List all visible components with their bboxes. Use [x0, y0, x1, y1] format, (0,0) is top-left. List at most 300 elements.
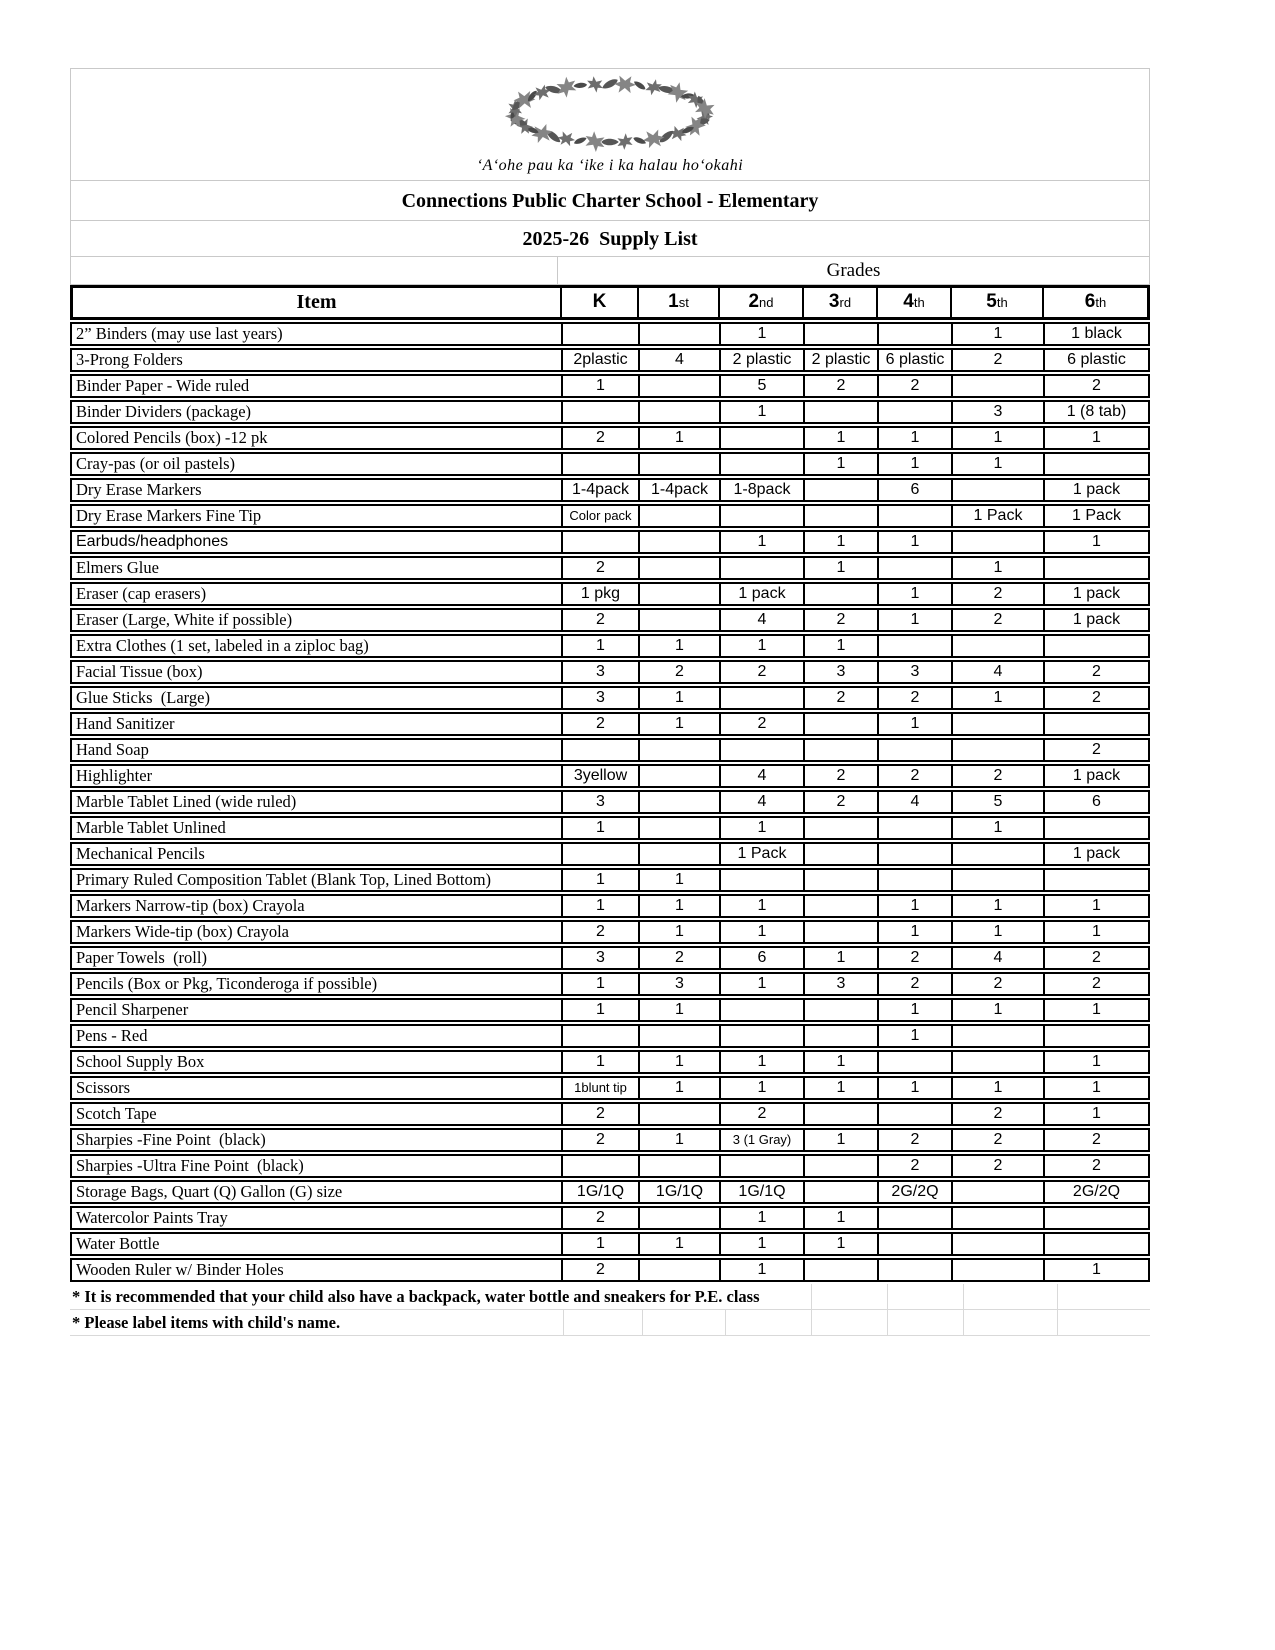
grade-value-4th	[879, 1208, 953, 1228]
grade-value-k: 1	[563, 896, 640, 916]
grade-value-4th	[879, 1234, 953, 1254]
grade-value-6th: 1	[1092, 1079, 1101, 1096]
grade-value-k: 2	[563, 558, 640, 578]
table-row	[70, 1102, 1150, 1126]
grade-value-4th: 6	[879, 480, 953, 500]
grade-value-3rd: 1	[805, 636, 879, 656]
grade-column-header-3rd: 3rd	[804, 288, 878, 317]
grade-value-k: 2plastic	[563, 350, 640, 370]
table-row	[70, 712, 1150, 736]
item-name: Binder Paper - Wide ruled	[72, 376, 563, 396]
item-name: Wooden Ruler w/ Binder Holes	[72, 1260, 563, 1280]
grade-value-k: 3	[563, 662, 640, 682]
grade-value-6th	[1045, 1234, 1148, 1254]
item-name: Markers Narrow-tip (box) Crayola	[72, 896, 563, 916]
grade-value-1st	[640, 506, 721, 526]
grade-value-2nd: 1	[721, 896, 805, 916]
grade-value-2nd	[721, 454, 805, 474]
table-row	[70, 1206, 1150, 1230]
grade-value-6th: 1	[1092, 1053, 1101, 1070]
item-name: Cray-pas (or oil pastels)	[72, 454, 563, 474]
grade-value-k: 1 pkg	[563, 584, 640, 604]
grade-value-k: Color pack	[563, 506, 640, 526]
grade-value-k	[563, 402, 640, 422]
grade-column-header-k: K	[562, 288, 639, 317]
grade-value-4th: 1	[879, 896, 953, 916]
grade-value-1st: 1	[640, 896, 721, 916]
grade-value-6th	[1045, 454, 1148, 474]
grade-value-6th: 6 plastic	[1067, 351, 1126, 368]
grade-value-1st	[640, 792, 721, 812]
grade-value-6th: 1	[1092, 429, 1101, 446]
table-row	[70, 1076, 1150, 1100]
grade-value-2nd: 1	[721, 922, 805, 942]
item-name: Binder Dividers (package)	[72, 402, 563, 422]
table-row	[70, 920, 1150, 944]
grade-value-5th: 1 Pack	[953, 506, 1045, 526]
grade-value-2nd: 4	[721, 792, 805, 812]
grade-value-2nd: 5	[721, 376, 805, 396]
grade-value-6th: 6	[1092, 793, 1101, 810]
item-name: Sharpies -Ultra Fine Point (black)	[72, 1156, 563, 1176]
item-name: Paper Towels (roll)	[72, 948, 563, 968]
grade-value-3rd: 2	[805, 376, 879, 396]
grade-value-3rd	[805, 1156, 879, 1176]
grade-value-5th	[953, 636, 1045, 656]
grade-value-4th	[879, 844, 953, 864]
grade-value-3rd	[805, 1026, 879, 1046]
footer-note-row	[70, 1310, 1150, 1336]
table-row	[70, 608, 1150, 632]
grade-value-6th: 2	[1092, 949, 1101, 966]
grade-value-1st: 1	[640, 1078, 721, 1098]
grade-value-2nd: 4	[721, 610, 805, 630]
grade-value-4th: 1	[879, 610, 953, 630]
item-name: Highlighter	[72, 766, 563, 786]
grade-value-4th: 2	[879, 1156, 953, 1176]
grade-value-1st	[640, 1260, 721, 1280]
grade-value-3rd: 2	[805, 688, 879, 708]
grade-value-2nd: 1	[721, 818, 805, 838]
item-name: Hand Soap	[72, 740, 563, 760]
grade-value-4th	[879, 402, 953, 422]
table-row	[70, 972, 1150, 996]
grade-column-header-6th: 6th	[1084, 291, 1107, 312]
grade-value-1st: 1	[640, 636, 721, 656]
grade-value-2nd: 3 (1 Gray)	[721, 1130, 805, 1150]
grade-value-2nd: 1	[721, 1208, 805, 1228]
grade-value-6th: 1	[1092, 897, 1101, 914]
grade-value-1st	[640, 1156, 721, 1176]
grade-value-4th	[879, 818, 953, 838]
grade-value-2nd	[721, 1156, 805, 1176]
grade-value-6th: 1 pack	[1072, 845, 1121, 862]
grade-value-5th: 1	[953, 1078, 1045, 1098]
grade-value-3rd	[805, 324, 879, 344]
grades-band-spacer	[71, 257, 557, 284]
grade-value-3rd: 1	[805, 428, 879, 448]
grade-value-2nd: 1	[721, 1234, 805, 1254]
grade-value-1st	[640, 376, 721, 396]
item-name: Facial Tissue (box)	[72, 662, 563, 682]
grade-value-1st	[640, 740, 721, 760]
grade-value-1st: 1	[640, 1052, 721, 1072]
grade-value-3rd: 1	[805, 948, 879, 968]
grade-value-1st: 1	[640, 922, 721, 942]
grade-value-3rd	[805, 896, 879, 916]
grade-value-1st: 4	[640, 350, 721, 370]
grade-value-k: 1blunt tip	[563, 1078, 640, 1098]
grade-value-5th: 4	[953, 948, 1045, 968]
grade-value-k: 2	[563, 1104, 640, 1124]
grade-value-6th: 1	[1092, 1001, 1101, 1018]
grade-value-6th: 1	[1092, 533, 1101, 550]
grade-value-1st	[640, 584, 721, 604]
grade-value-2nd: 4	[721, 766, 805, 786]
grade-value-3rd	[805, 480, 879, 500]
table-row	[70, 556, 1150, 580]
grade-value-1st: 1	[640, 428, 721, 448]
grade-value-2nd: 1	[721, 1052, 805, 1072]
table-row	[70, 426, 1150, 450]
grade-value-3rd: 1	[805, 558, 879, 578]
logo-motto: ʻAʻohe pau ka ʻike i ka halau hoʻokahi	[476, 157, 744, 174]
grade-value-1st	[640, 402, 721, 422]
grade-value-2nd: 1	[721, 324, 805, 344]
grade-value-k: 1	[563, 1000, 640, 1020]
grade-value-6th: 2	[1092, 975, 1101, 992]
table-row	[70, 634, 1150, 658]
item-name: Earbuds/headphones	[72, 532, 563, 552]
grade-value-6th	[1045, 558, 1148, 578]
grade-value-3rd	[805, 818, 879, 838]
supply-list-title: 2025-26 Supply List	[70, 220, 1150, 257]
table-row	[70, 1180, 1150, 1204]
item-name: Marble Tablet Lined (wide ruled)	[72, 792, 563, 812]
grade-value-6th: 2	[1092, 377, 1101, 394]
grade-value-2nd: 2	[721, 714, 805, 734]
grade-value-k: 2	[563, 714, 640, 734]
grade-value-k: 1	[563, 870, 640, 890]
grade-value-2nd: 1	[721, 636, 805, 656]
grade-value-5th: 1	[953, 688, 1045, 708]
grade-value-5th: 1	[953, 454, 1045, 474]
grade-value-k: 3yellow	[563, 766, 640, 786]
grade-value-4th	[879, 1104, 953, 1124]
grade-value-k: 2	[563, 1208, 640, 1228]
grade-value-5th: 2	[953, 1156, 1045, 1176]
table-row	[70, 816, 1150, 840]
grade-value-5th	[953, 1182, 1045, 1202]
grade-value-2nd	[721, 1026, 805, 1046]
grade-value-k: 1G/1Q	[563, 1182, 640, 1202]
table-row	[70, 1128, 1150, 1152]
grade-value-k: 1	[563, 1052, 640, 1072]
grade-value-3rd: 2 plastic	[805, 350, 879, 370]
grade-value-4th: 2	[879, 766, 953, 786]
grade-value-2nd: 1	[721, 532, 805, 552]
grade-column-header-2nd: 2nd	[720, 288, 804, 317]
item-name: Dry Erase Markers Fine Tip	[72, 506, 563, 526]
grade-value-2nd: 2 plastic	[721, 350, 805, 370]
grade-value-5th	[953, 740, 1045, 760]
grade-value-3rd	[805, 1260, 879, 1280]
footer-note: * It is recommended that your child also have a backpack, water bottle and sneakers for P.E. class	[72, 1284, 770, 1309]
item-name: School Supply Box	[72, 1052, 563, 1072]
grade-column-header-1st: 1st	[639, 288, 720, 317]
grade-value-3rd	[805, 1000, 879, 1020]
grade-value-4th: 2	[879, 948, 953, 968]
grade-value-6th	[1045, 714, 1148, 734]
grade-value-1st	[640, 818, 721, 838]
grade-value-2nd	[721, 506, 805, 526]
item-name: Watercolor Paints Tray	[72, 1208, 563, 1228]
grade-value-4th	[879, 1260, 953, 1280]
grade-value-5th	[953, 376, 1045, 396]
grade-value-1st	[640, 532, 721, 552]
grade-value-1st: 2	[640, 662, 721, 682]
grade-value-6th: 2	[1092, 1157, 1101, 1174]
grade-value-5th	[953, 1208, 1045, 1228]
grade-value-1st	[640, 324, 721, 344]
grade-value-5th: 1	[953, 1000, 1045, 1020]
grade-value-2nd: 1 Pack	[721, 844, 805, 864]
grade-value-2nd: 1	[721, 402, 805, 422]
grade-value-1st: 2	[640, 948, 721, 968]
grade-value-6th: 1 pack	[1072, 585, 1121, 602]
grade-value-k: 1-4pack	[563, 480, 640, 500]
grade-value-6th: 1 (8 tab)	[1066, 403, 1127, 420]
grade-value-4th	[879, 740, 953, 760]
table-row	[70, 582, 1150, 606]
grade-value-3rd	[805, 1104, 879, 1124]
table-row	[70, 1154, 1150, 1178]
grade-value-4th: 2	[879, 974, 953, 994]
grade-value-4th	[879, 506, 953, 526]
table-row	[70, 868, 1150, 892]
grade-value-3rd: 1	[805, 1208, 879, 1228]
grade-value-k	[563, 324, 640, 344]
grade-column-header-5th: 5th	[952, 288, 1044, 317]
grade-value-5th: 2	[953, 766, 1045, 786]
grade-value-5th	[953, 480, 1045, 500]
grade-value-1st: 1	[640, 688, 721, 708]
grade-value-3rd: 3	[805, 974, 879, 994]
table-row	[70, 660, 1150, 684]
item-name: Pens - Red	[72, 1026, 563, 1046]
grade-value-5th: 1	[953, 896, 1045, 916]
grade-value-1st: 1	[640, 1000, 721, 1020]
grade-value-4th	[879, 870, 953, 890]
grade-value-5th	[953, 532, 1045, 552]
supply-table-body	[70, 322, 1150, 1282]
table-row	[70, 1232, 1150, 1256]
grade-value-1st	[640, 766, 721, 786]
grade-value-4th: 6 plastic	[879, 350, 953, 370]
grade-value-6th: 2	[1092, 663, 1101, 680]
item-name: Eraser (cap erasers)	[72, 584, 563, 604]
grade-value-1st	[640, 610, 721, 630]
table-row	[70, 530, 1150, 554]
grade-value-3rd: 1	[805, 1130, 879, 1150]
grade-value-5th: 2	[953, 584, 1045, 604]
grade-value-2nd: 1 pack	[721, 584, 805, 604]
item-name: Pencil Sharpener	[72, 1000, 563, 1020]
item-name: Markers Wide-tip (box) Crayola	[72, 922, 563, 942]
footer-note-row	[70, 1284, 1150, 1310]
table-row	[70, 686, 1150, 710]
table-header-row	[70, 285, 1150, 320]
grade-value-5th	[953, 1234, 1045, 1254]
grade-value-6th: 1 pack	[1072, 481, 1121, 498]
grade-value-4th: 1	[879, 1026, 953, 1046]
grade-value-5th: 5	[953, 792, 1045, 812]
footer-note: * Please label items with child's name.	[72, 1310, 350, 1335]
grade-value-1st: 1-4pack	[640, 480, 721, 500]
grade-value-6th: 1 pack	[1072, 611, 1121, 628]
grade-value-6th: 1	[1092, 1105, 1101, 1122]
table-row	[70, 790, 1150, 814]
grade-value-3rd	[805, 922, 879, 942]
grade-value-6th: 1 Pack	[1072, 507, 1121, 524]
table-row	[70, 322, 1150, 346]
table-row	[70, 1050, 1150, 1074]
grade-value-2nd	[721, 428, 805, 448]
grade-value-4th: 1	[879, 532, 953, 552]
grade-value-3rd	[805, 506, 879, 526]
table-row	[70, 478, 1150, 502]
item-name: Elmers Glue	[72, 558, 563, 578]
grade-value-k	[563, 1026, 640, 1046]
table-row	[70, 348, 1150, 372]
grade-value-5th: 1	[953, 428, 1045, 448]
grade-value-4th	[879, 558, 953, 578]
grade-value-4th: 2G/2Q	[879, 1182, 953, 1202]
school-title: Connections Public Charter School - Elementary	[70, 180, 1150, 221]
grade-value-2nd: 1G/1Q	[721, 1182, 805, 1202]
item-name: Sharpies -Fine Point (black)	[72, 1130, 563, 1150]
grade-value-5th	[953, 1260, 1045, 1280]
item-name: Eraser (Large, White if possible)	[72, 610, 563, 630]
grade-value-6th: 1 black	[1071, 325, 1122, 342]
grade-value-1st	[640, 1026, 721, 1046]
grade-value-5th: 1	[953, 922, 1045, 942]
table-row	[70, 1258, 1150, 1282]
item-name: 2” Binders (may use last years)	[72, 324, 563, 344]
grade-value-2nd	[721, 740, 805, 760]
grade-value-k: 3	[563, 792, 640, 812]
item-name: Pencils (Box or Pkg, Ticonderoga if possible)	[72, 974, 563, 994]
item-name: Marble Tablet Unlined	[72, 818, 563, 838]
grade-value-5th: 3	[953, 402, 1045, 422]
table-row	[70, 452, 1150, 476]
grade-value-4th: 2	[879, 688, 953, 708]
grade-value-k	[563, 1156, 640, 1176]
table-row	[70, 1024, 1150, 1048]
grade-column-header-4th: 4th	[878, 288, 952, 317]
grade-value-1st: 1	[640, 714, 721, 734]
school-lei-logo	[455, 71, 765, 161]
grade-value-k	[563, 740, 640, 760]
table-row	[70, 894, 1150, 918]
grade-value-3rd: 2	[805, 766, 879, 786]
grades-label: Grades	[557, 257, 1149, 284]
grade-value-5th: 2	[953, 974, 1045, 994]
item-name: Colored Pencils (box) -12 pk	[72, 428, 563, 448]
grade-value-4th: 1	[879, 1078, 953, 1098]
grade-value-1st	[640, 1104, 721, 1124]
table-row	[70, 946, 1150, 970]
grade-value-k: 2	[563, 1130, 640, 1150]
item-name: Primary Ruled Composition Tablet (Blank Top, Lined Bottom)	[72, 870, 563, 890]
grade-value-5th	[953, 1026, 1045, 1046]
grade-value-5th: 2	[953, 1130, 1045, 1150]
grade-value-3rd: 1	[805, 1078, 879, 1098]
grade-value-4th: 1	[879, 428, 953, 448]
table-row	[70, 738, 1150, 762]
grade-value-2nd: 2	[721, 1104, 805, 1124]
grade-value-2nd: 2	[721, 662, 805, 682]
grade-value-6th	[1045, 870, 1148, 890]
grade-value-3rd	[805, 844, 879, 864]
grade-value-k: 1	[563, 636, 640, 656]
grade-value-k	[563, 532, 640, 552]
item-name: Dry Erase Markers	[72, 480, 563, 500]
grade-value-5th: 1	[953, 558, 1045, 578]
grade-value-k: 2	[563, 922, 640, 942]
grade-value-5th: 2	[953, 350, 1045, 370]
table-row	[70, 842, 1150, 866]
grade-value-5th	[953, 844, 1045, 864]
grade-value-4th: 1	[879, 584, 953, 604]
grade-value-5th	[953, 714, 1045, 734]
grade-value-4th: 2	[879, 376, 953, 396]
grade-value-5th: 1	[953, 324, 1045, 344]
grade-value-3rd: 1	[805, 454, 879, 474]
grade-value-6th: 2G/2Q	[1072, 1183, 1121, 1200]
grade-value-1st: 1	[640, 1234, 721, 1254]
grade-value-3rd: 1	[805, 532, 879, 552]
grade-value-6th	[1045, 818, 1148, 838]
grade-value-2nd: 1-8pack	[721, 480, 805, 500]
item-name: Extra Clothes (1 set, labeled in a ziploc bag)	[72, 636, 563, 656]
grade-value-6th: 2	[1092, 689, 1101, 706]
grade-value-3rd: 1	[805, 1052, 879, 1072]
grade-value-3rd	[805, 740, 879, 760]
grades-band	[70, 256, 1150, 285]
grade-value-4th: 1	[879, 1000, 953, 1020]
table-row	[70, 998, 1150, 1022]
grade-value-4th: 1	[879, 922, 953, 942]
grade-value-6th	[1045, 1026, 1148, 1046]
table-row	[70, 504, 1150, 528]
grade-value-2nd: 1	[721, 1078, 805, 1098]
grade-value-2nd: 1	[721, 974, 805, 994]
item-name: Water Bottle	[72, 1234, 563, 1254]
grade-value-k	[563, 454, 640, 474]
grade-value-4th: 1	[879, 714, 953, 734]
grade-value-1st: 3	[640, 974, 721, 994]
sheet	[70, 68, 1150, 1336]
grade-value-3rd: 3	[805, 662, 879, 682]
grade-value-6th	[1045, 1208, 1148, 1228]
table-row	[70, 374, 1150, 398]
grade-value-k	[563, 844, 640, 864]
grade-value-2nd	[721, 1000, 805, 1020]
grade-value-3rd: 2	[805, 792, 879, 812]
grade-value-k: 1	[563, 974, 640, 994]
grade-value-2nd	[721, 870, 805, 890]
